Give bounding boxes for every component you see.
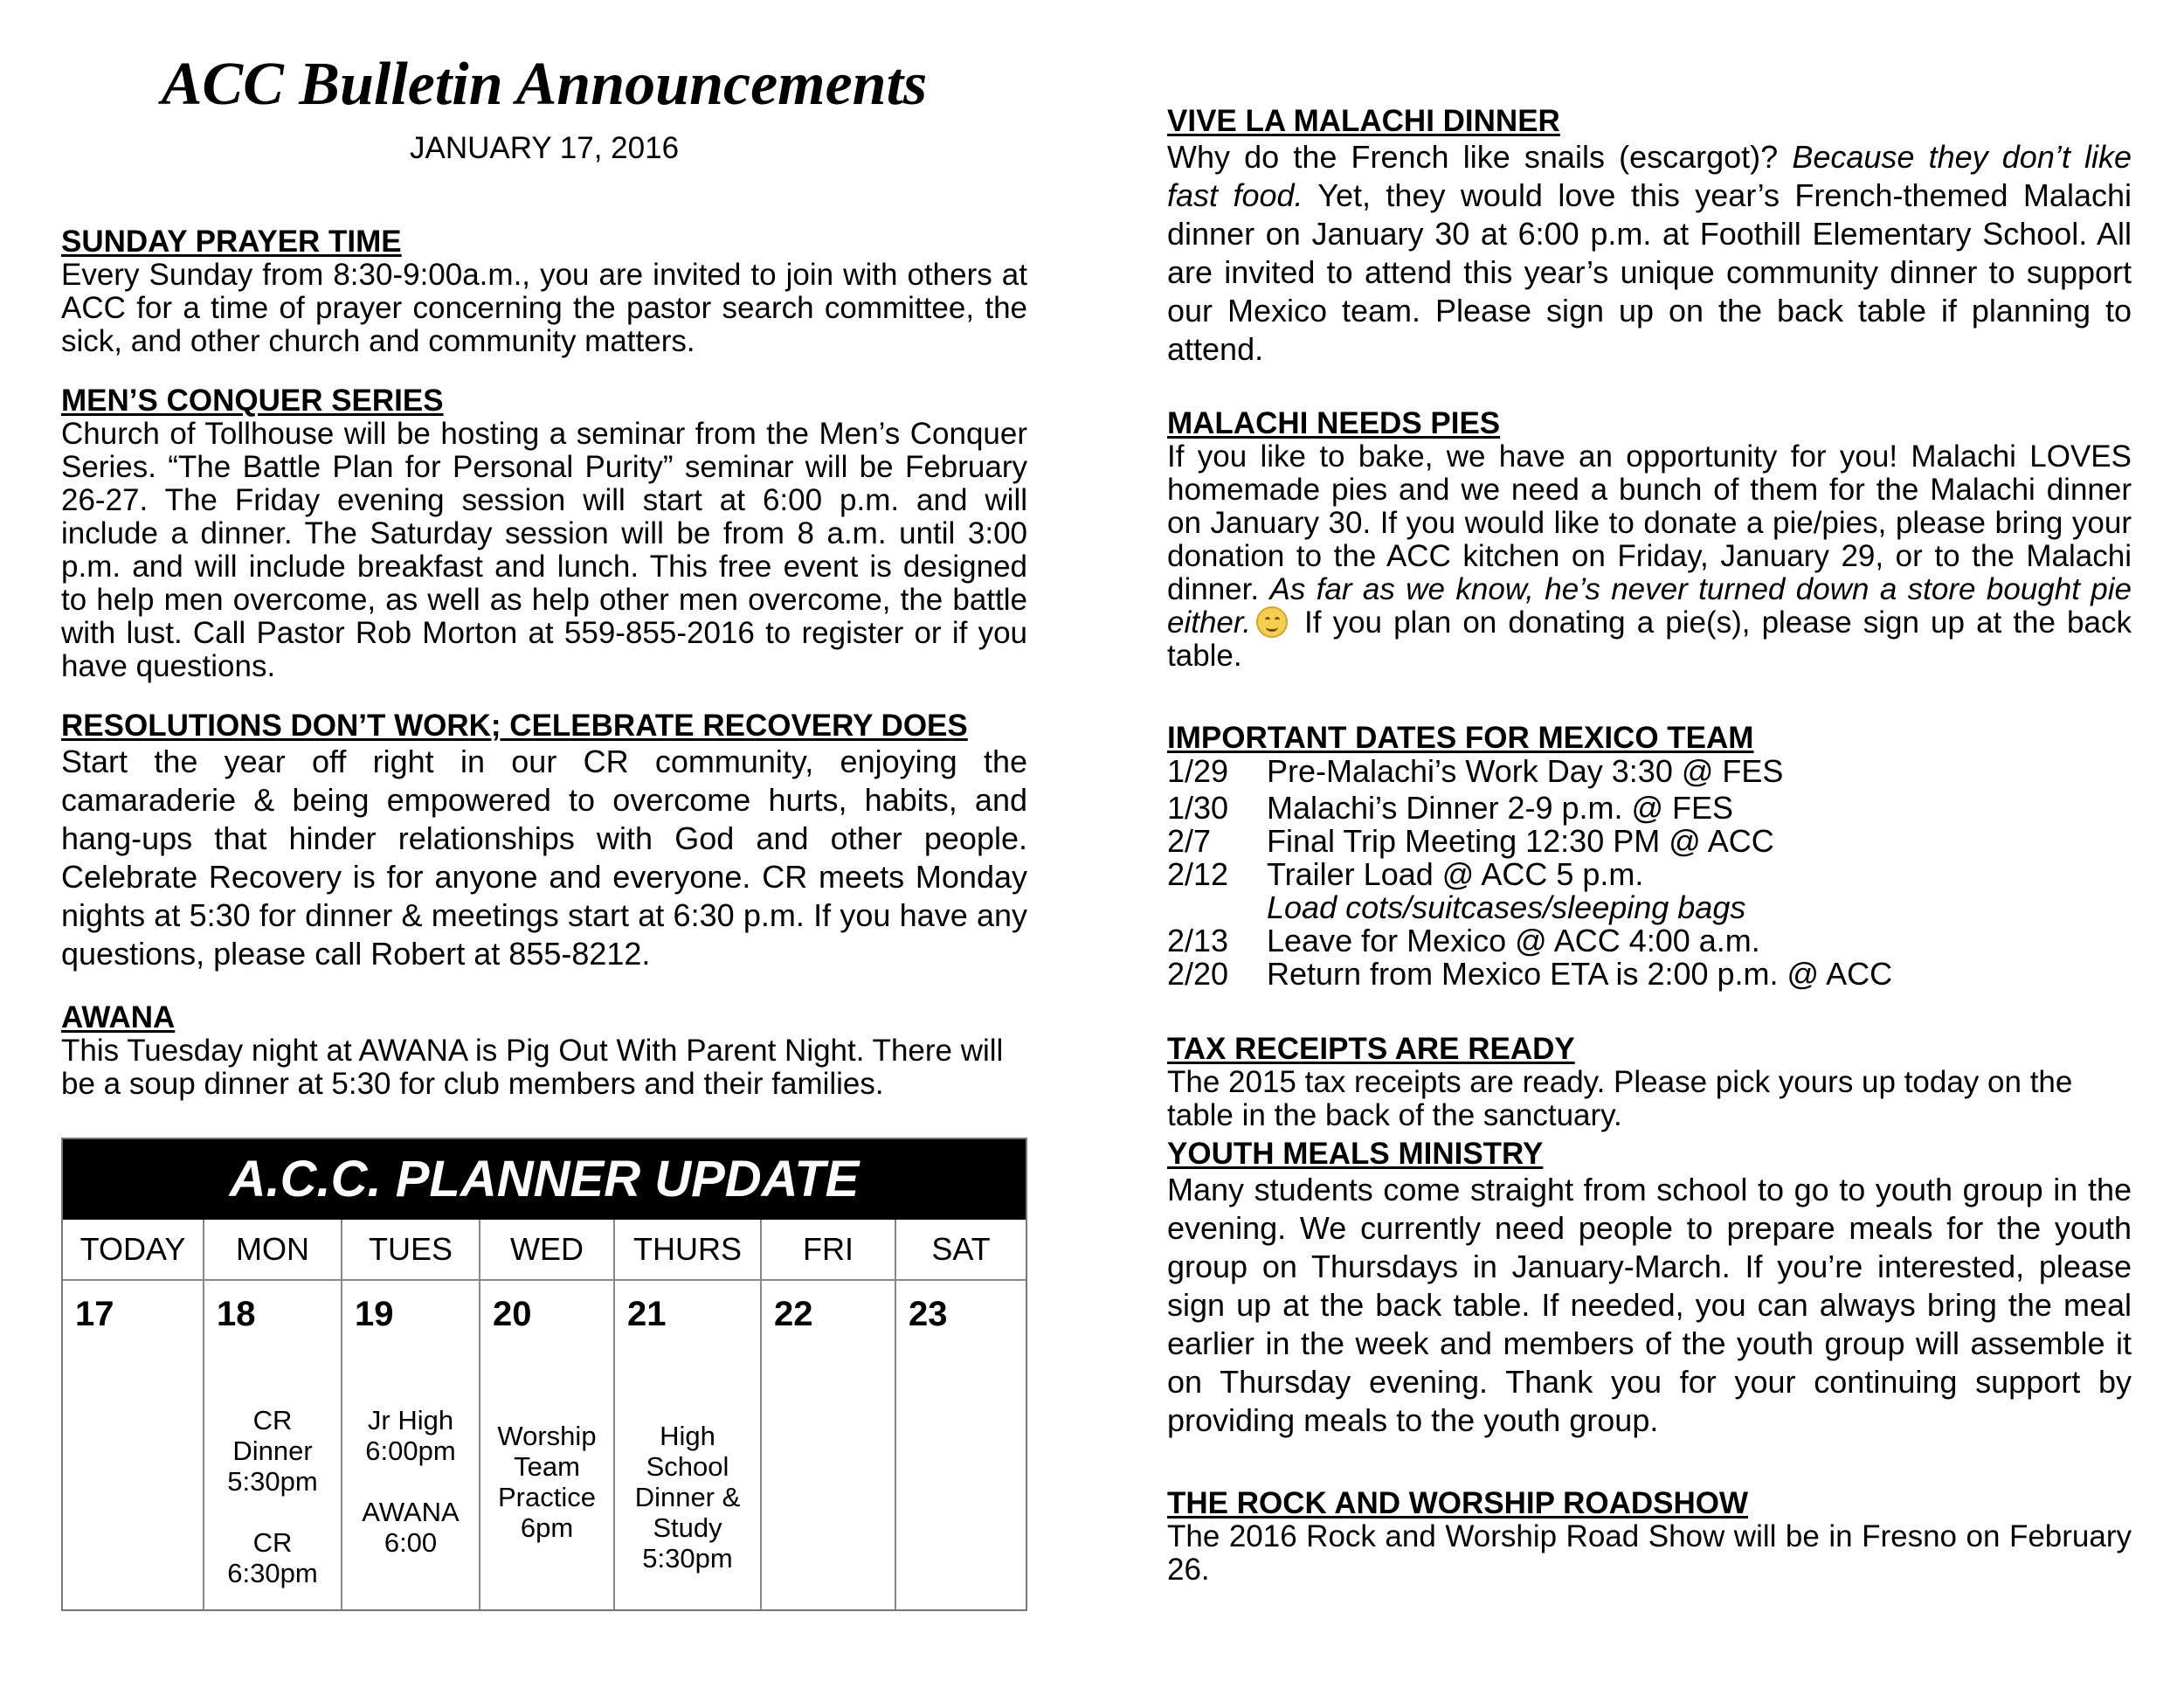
list-item: Load cots/suitcases/sleeping bags bbox=[1267, 889, 1746, 925]
page-title: ACC Bulletin Announcements bbox=[161, 51, 928, 118]
section-heading: VIVE LA MALACHI DINNER bbox=[1167, 104, 1560, 138]
section-body: The 2015 tax receipts are ready. Please pick yours up today on the table in the back of the sanctuary. bbox=[1167, 1065, 2073, 1132]
planner-day-column bbox=[342, 1220, 480, 1609]
section-heading: RESOLUTIONS DON’T WORK; CELEBRATE RECOVERY DOES bbox=[61, 709, 968, 743]
list-item: 2/20 Return from Mexico ETA is 2:00 p.m. @ ACC bbox=[1167, 956, 1893, 992]
section-heading: YOUTH MEALS MINISTRY bbox=[1167, 1137, 1544, 1171]
list-item: 2/12 Trailer Load @ ACC 5 p.m. bbox=[1167, 856, 1644, 892]
section-body: The 2016 Rock and Worship Road Show will be in Fresno on February 26. bbox=[1167, 1519, 2132, 1587]
planner-day-column bbox=[480, 1220, 615, 1609]
list-item: 1/29 Pre-Malachi’s Work Day 3:30 @ FES bbox=[1167, 753, 1784, 789]
section-sunday-prayer bbox=[61, 225, 1027, 358]
planner-day-column bbox=[63, 1220, 204, 1609]
section-heading: TAX RECEIPTS ARE READY bbox=[1167, 1032, 1575, 1066]
planner-grid bbox=[63, 1220, 1026, 1609]
section-rock-worship-roadshow bbox=[1167, 1487, 2132, 1587]
section-body: Many students come straight from school to go to youth group in the evening. We currently need people to prepare meals for the youth group on Thursdays in January-March. If you’re interested, please sign up at the back table. If needed, you can always bring the meal earlier in the week and members of the youth group will assemble it on Thursday evening. Thank you for your continuing support by providing meals to the youth group. bbox=[1167, 1172, 2132, 1438]
section-heading: THE ROCK AND WORSHIP ROADSHOW bbox=[1167, 1486, 1748, 1520]
section-body: Why do the French like snails (escargot)? Because they don’t like fast food. Yet, they would love this year’s French-themed Malachi dinner on January 30 at 6:00 p.m. at Foothill Elementary School. All are invited to attend this year’s unique community dinner to support our Mexico team. Please sign up on the back table if planning to attend. bbox=[1167, 139, 2132, 367]
section-mexico-dates bbox=[1167, 722, 2132, 991]
planner-day-column bbox=[615, 1220, 762, 1609]
section-mens-conquer bbox=[61, 384, 1027, 683]
planner-table bbox=[61, 1138, 1027, 1611]
section-celebrate-recovery bbox=[61, 709, 1027, 973]
planner-day-label: TUES bbox=[342, 1220, 479, 1281]
section-malachi-pies bbox=[1167, 407, 2132, 673]
section-awana bbox=[61, 1001, 1027, 1101]
list-item: 2/7 Final Trip Meeting 12:30 PM @ ACC bbox=[1167, 823, 1774, 859]
planner-day-event: Worship Team Practice 6pm bbox=[497, 1421, 597, 1543]
planner-day-number: 21 bbox=[627, 1295, 667, 1333]
planner-day-label: FRI bbox=[762, 1220, 895, 1281]
section-body: This Tuesday night at AWANA is Pig Out With Parent Night. There will be a soup dinner at 5:30 for club members and their families. bbox=[61, 1034, 1004, 1101]
planner-day-label: SAT bbox=[896, 1220, 1026, 1281]
planner-title: A.C.C. PLANNER UPDATE bbox=[63, 1139, 1026, 1220]
bulletin-date: JANUARY 17, 2016 bbox=[409, 131, 680, 165]
section-body: Every Sunday from 8:30-9:00a.m., you are invited to join with others at ACC for a time of prayer concerning the pastor search committee, the sick, and other church and community matters. bbox=[61, 258, 1027, 358]
section-heading: MEN’S CONQUER SERIES bbox=[61, 384, 444, 418]
planner-day-number: 18 bbox=[217, 1295, 256, 1333]
section-body: Start the year off right in our CR community, enjoying the camaraderie & being empowered to overcome hurts, habits, and hang-ups that hinder relationships with God and other people. Celebrate Recovery is for anyone and everyone. CR meets Monday nights at 5:30 for dinner & meetings start at 6:30 p.m. If you have any questions, please call Robert at 855-8212. bbox=[61, 744, 1027, 972]
section-body: Church of Tollhouse will be hosting a seminar from the Men’s Conquer Series. “The Battle Plan for Personal Purity” seminar will be February 26-27. The Friday evening session will start at 6:00 p.m. and will include a dinner. The Saturday session will be from 8 a.m. until 3:00 p.m. and will include breakfast and lunch. This free event is designed to help men overcome, as well as help other men overcome, the battle with lust. Call Pastor Rob Morton at 559-855-2016 to register or if you have questions. bbox=[61, 417, 1027, 683]
list-item: 2/13 Leave for Mexico @ ACC 4:00 a.m. bbox=[1167, 923, 1760, 958]
section-body: If you like to bake, we have an opportunity for you! Malachi LOVES homemade pies and we need a bunch of them for the Malachi dinner on January 30. If you would like to donate a pie/pies, please bring your donation to the ACC kitchen on Friday, January 29, or to the Malachi dinner. As far as we know, he’s never turned down a store bought pie either. If you plan on donating a pie(s), please sign up at the back table. bbox=[1167, 439, 2132, 673]
section-heading: AWANA bbox=[61, 1000, 176, 1034]
planner-day-event: High School Dinner & Study 5:30pm bbox=[634, 1421, 741, 1574]
planner-day-number: 17 bbox=[75, 1295, 114, 1333]
list-item: 1/30 Malachi’s Dinner 2-9 p.m. @ FES bbox=[1167, 790, 1734, 826]
planner-day-column bbox=[896, 1220, 1026, 1609]
planner-day-label: THURS bbox=[615, 1220, 760, 1281]
planner-day-event: Jr High 6:00pm AWANA 6:00 bbox=[362, 1405, 460, 1558]
planner-day-column bbox=[762, 1220, 896, 1609]
section-heading: SUNDAY PRAYER TIME bbox=[61, 225, 402, 259]
planner-day-number: 22 bbox=[774, 1295, 813, 1333]
planner-day-column bbox=[204, 1220, 342, 1609]
planner-day-label: MON bbox=[204, 1220, 341, 1281]
planner-day-number: 23 bbox=[909, 1295, 948, 1333]
planner-day-number: 19 bbox=[355, 1295, 394, 1333]
planner-day-event: CR Dinner 5:30pm CR 6:30pm bbox=[227, 1405, 318, 1588]
section-heading: IMPORTANT DATES FOR MEXICO TEAM bbox=[1167, 721, 1754, 755]
planner-day-label: WED bbox=[480, 1220, 613, 1281]
section-youth-meals bbox=[1167, 1138, 2132, 1440]
planner-day-number: 20 bbox=[493, 1295, 532, 1333]
section-heading: MALACHI NEEDS PIES bbox=[1167, 406, 1501, 440]
section-malachi-dinner bbox=[1167, 105, 2132, 369]
mexico-dates-list bbox=[1167, 755, 2132, 991]
planner-day-label: TODAY bbox=[63, 1220, 203, 1281]
smiling-face-icon bbox=[1256, 606, 1288, 638]
section-tax-receipts bbox=[1167, 1033, 2132, 1132]
